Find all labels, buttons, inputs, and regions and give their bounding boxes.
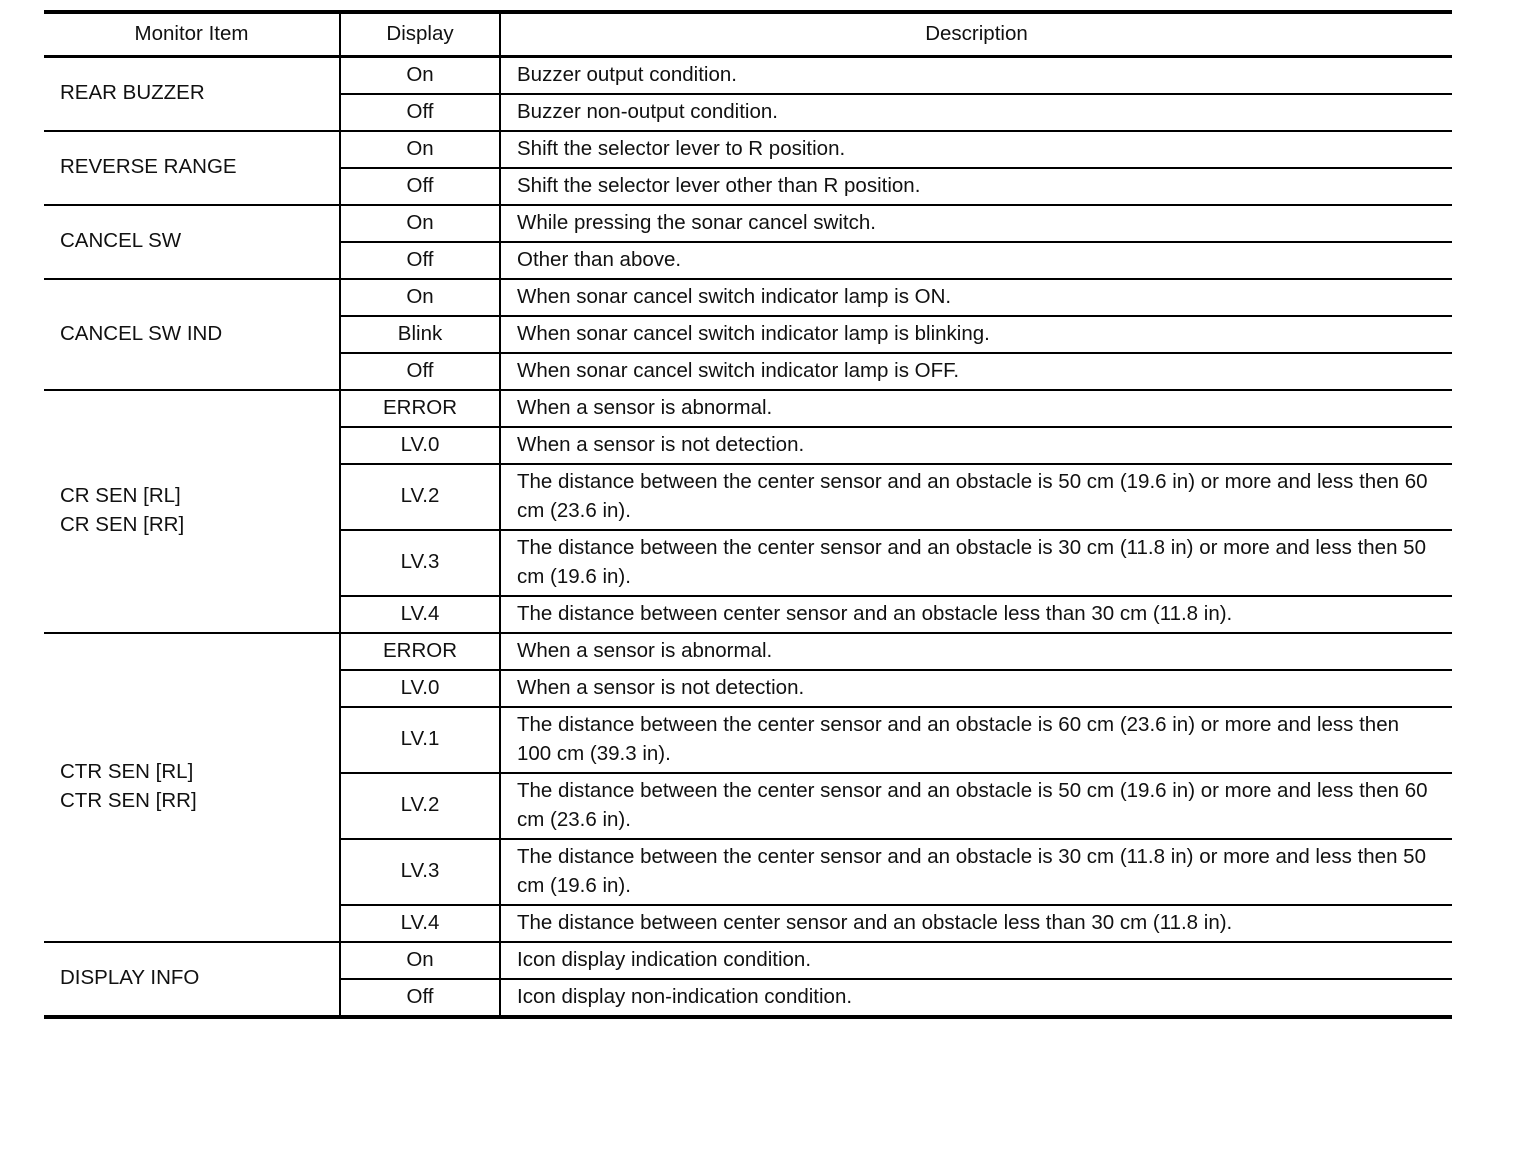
display-value-cell: LV.3 [340, 839, 500, 905]
display-value-cell: Off [340, 979, 500, 1017]
description-cell: The distance between center sensor and an obstacle less than 30 cm (11.8 in). [517, 910, 1233, 934]
description-cell: When a sensor is not detection. [517, 432, 805, 456]
header-description: Description [500, 12, 1452, 56]
description-cell: Buzzer output condition. [517, 62, 737, 86]
display-value-cell: LV.4 [340, 905, 500, 942]
display-value-cell: LV.2 [340, 773, 500, 839]
monitor-item-label: CR SEN [RL] [60, 484, 181, 507]
monitor-item-table [44, 10, 1452, 1019]
monitor-item-cell [44, 633, 340, 942]
description-cell: The distance between the center sensor and an obstacle is 60 cm (23.6 in) or more and less then 100 cm (39.3 in). [517, 712, 1400, 765]
description-cell: The distance between the center sensor and an obstacle is 50 cm (19.6 in) or more and less then 60 cm (23.6 in). [517, 778, 1428, 831]
monitor-item-label: CTR SEN [RL] [60, 760, 194, 783]
table-row [44, 205, 1452, 242]
description-cell: The distance between center sensor and an obstacle less than 30 cm (11.8 in). [517, 601, 1233, 625]
description-cell: When sonar cancel switch indicator lamp is ON. [517, 284, 952, 308]
display-value-cell: Blink [340, 316, 500, 353]
display-value-cell: LV.2 [340, 464, 500, 530]
header-display: Display [340, 12, 500, 56]
description-cell: Icon display non-indication condition. [517, 984, 853, 1008]
display-value-cell: Off [340, 353, 500, 390]
description-cell: While pressing the sonar cancel switch. [517, 210, 876, 234]
display-value-cell: LV.0 [340, 670, 500, 707]
display-value-cell: ERROR [340, 633, 500, 670]
description-cell: Icon display indication condition. [517, 947, 812, 971]
display-value-cell: Off [340, 242, 500, 279]
monitor-item-cell [44, 390, 340, 633]
monitor-item-label: CTR SEN [RR] [60, 789, 197, 812]
table-row [44, 56, 1452, 94]
description-cell: When a sensor is abnormal. [517, 395, 773, 419]
description-cell: The distance between the center sensor and an obstacle is 50 cm (19.6 in) or more and less then 60 cm (23.6 in). [517, 469, 1428, 522]
table-body [44, 56, 1452, 1017]
table-row [44, 942, 1452, 979]
monitor-item-cell [44, 279, 340, 390]
description-cell: Other than above. [517, 247, 682, 271]
display-value-cell: LV.3 [340, 530, 500, 596]
display-value-cell: On [340, 131, 500, 168]
table-row [44, 279, 1452, 316]
description-cell: Shift the selector lever to R position. [517, 136, 846, 160]
display-value-cell: Off [340, 168, 500, 205]
table-row [44, 131, 1452, 168]
monitor-item-label: CR SEN [RR] [60, 513, 185, 536]
monitor-item-label: CANCEL SW [60, 229, 182, 252]
display-value-cell: On [340, 279, 500, 316]
display-value-cell: Off [340, 94, 500, 131]
description-cell: When a sensor is not detection. [517, 675, 805, 699]
description-cell: When sonar cancel switch indicator lamp is OFF. [517, 358, 960, 382]
monitor-item-label: DISPLAY INFO [60, 966, 200, 989]
monitor-item-label: REAR BUZZER [60, 81, 205, 104]
table-header-row [44, 12, 1452, 56]
display-value-cell: On [340, 56, 500, 94]
monitor-item-label: CANCEL SW IND [60, 321, 223, 345]
description-cell: Shift the selector lever other than R position. [517, 173, 921, 197]
display-value-cell: LV.0 [340, 427, 500, 464]
monitor-item-label: REVERSE RANGE [60, 155, 237, 178]
monitor-item-cell [44, 131, 340, 205]
monitor-item-cell [44, 56, 340, 131]
header-monitor-item: Monitor Item [44, 12, 340, 56]
description-cell: Buzzer non-output condition. [517, 99, 778, 123]
monitor-item-cell [44, 205, 340, 279]
description-cell: When a sensor is abnormal. [517, 638, 773, 662]
display-value-cell: LV.1 [340, 707, 500, 773]
display-value-cell: ERROR [340, 390, 500, 427]
display-value-cell: LV.4 [340, 596, 500, 633]
table-row [44, 633, 1452, 670]
table-row [44, 390, 1452, 427]
description-cell: The distance between the center sensor and an obstacle is 30 cm (11.8 in) or more and less then 50 cm (19.6 in). [517, 844, 1426, 897]
description-cell: The distance between the center sensor and an obstacle is 30 cm (11.8 in) or more and less then 50 cm (19.6 in). [517, 535, 1426, 588]
description-cell: When sonar cancel switch indicator lamp is blinking. [517, 321, 990, 345]
display-value-cell: On [340, 942, 500, 979]
monitor-item-cell [44, 942, 340, 1017]
display-value-cell: On [340, 205, 500, 242]
